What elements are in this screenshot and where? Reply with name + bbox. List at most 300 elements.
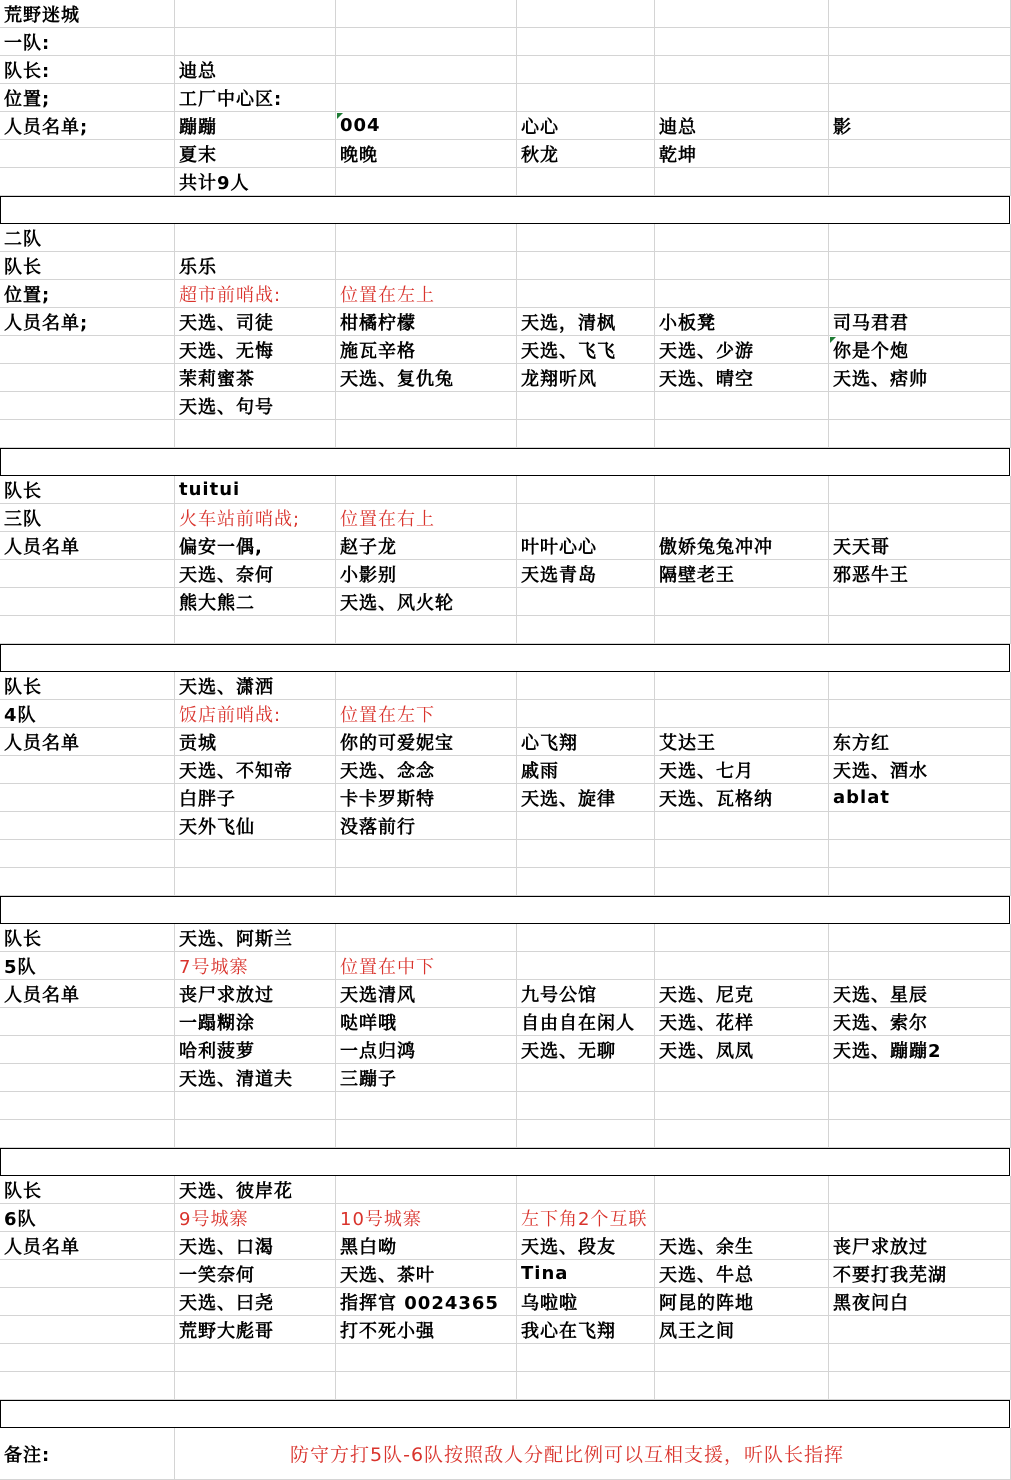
empty-cell[interactable] bbox=[829, 1316, 1011, 1344]
name-cell[interactable]: 哒咩哦 bbox=[336, 1008, 517, 1036]
empty-cell[interactable] bbox=[829, 588, 1011, 616]
name-cell[interactable]: 天选、蹦蹦2 bbox=[829, 1036, 1011, 1064]
name-cell[interactable]: 火车站前哨战; bbox=[175, 504, 336, 532]
empty-cell[interactable] bbox=[0, 1120, 175, 1148]
empty-cell[interactable] bbox=[0, 1036, 175, 1064]
empty-cell[interactable] bbox=[655, 504, 829, 532]
empty-cell[interactable] bbox=[517, 700, 655, 728]
empty-cell[interactable] bbox=[517, 504, 655, 532]
name-cell[interactable]: 饭店前哨战: bbox=[175, 700, 336, 728]
name-cell[interactable]: 位置在左下 bbox=[336, 700, 517, 728]
name-cell[interactable]: 施瓦辛格 bbox=[336, 336, 517, 364]
empty-cell[interactable] bbox=[829, 840, 1011, 868]
name-cell[interactable]: 天选、瓦格纳 bbox=[655, 784, 829, 812]
table-row bbox=[0, 84, 1011, 112]
row-label-cell[interactable]: 人员名单; bbox=[0, 112, 175, 140]
empty-cell[interactable] bbox=[517, 476, 655, 504]
name-cell[interactable]: 邪恶牛王 bbox=[829, 560, 1011, 588]
name-cell[interactable]: 乌啦啦 bbox=[517, 1288, 655, 1316]
empty-cell[interactable] bbox=[0, 364, 175, 392]
name-cell[interactable]: 荒野大彪哥 bbox=[175, 1316, 336, 1344]
name-cell[interactable]: 秋龙 bbox=[517, 140, 655, 168]
empty-cell[interactable] bbox=[175, 616, 336, 644]
name-cell[interactable]: 位置在左上 bbox=[336, 280, 517, 308]
name-cell[interactable]: 天选、念念 bbox=[336, 756, 517, 784]
table-row bbox=[0, 924, 1011, 952]
empty-cell[interactable] bbox=[829, 504, 1011, 532]
name-cell[interactable]: 天选、索尔 bbox=[829, 1008, 1011, 1036]
name-cell[interactable]: 10号城寨 bbox=[336, 1204, 517, 1232]
empty-cell[interactable] bbox=[336, 616, 517, 644]
name-cell[interactable]: 司马君君 bbox=[829, 308, 1011, 336]
row-label-cell[interactable]: 队长 bbox=[0, 672, 175, 700]
name-cell[interactable]: 天选、无悔 bbox=[175, 336, 336, 364]
name-cell[interactable]: 左下角2个互联 bbox=[517, 1204, 655, 1232]
empty-cell[interactable] bbox=[655, 700, 829, 728]
empty-cell[interactable] bbox=[336, 1344, 517, 1372]
section-divider bbox=[0, 896, 1010, 924]
name-cell[interactable]: 晚晚 bbox=[336, 140, 517, 168]
name-cell[interactable]: Tina bbox=[517, 1260, 655, 1288]
row-label-cell[interactable]: 二队 bbox=[0, 224, 175, 252]
name-cell[interactable]: 天选、酒水 bbox=[829, 756, 1011, 784]
row-label-cell[interactable]: 位置; bbox=[0, 280, 175, 308]
name-cell[interactable]: 茉莉蜜茶 bbox=[175, 364, 336, 392]
empty-cell[interactable] bbox=[175, 1092, 336, 1120]
empty-cell[interactable] bbox=[655, 1204, 829, 1232]
name-cell[interactable]: 龙翔听风 bbox=[517, 364, 655, 392]
name-cell[interactable]: 天选、七月 bbox=[655, 756, 829, 784]
empty-cell[interactable] bbox=[0, 168, 175, 196]
table-row bbox=[0, 140, 1011, 168]
row-label-cell[interactable]: 人员名单 bbox=[0, 980, 175, 1008]
empty-cell[interactable] bbox=[0, 392, 175, 420]
empty-cell[interactable] bbox=[336, 672, 517, 700]
empty-cell[interactable] bbox=[829, 868, 1011, 896]
name-cell[interactable]: 天选、晴空 bbox=[655, 364, 829, 392]
table-row bbox=[0, 1176, 1011, 1204]
name-cell[interactable]: 傲娇兔兔冲冲 bbox=[655, 532, 829, 560]
row-label-cell[interactable]: 人员名单 bbox=[0, 1232, 175, 1260]
empty-cell[interactable] bbox=[517, 1092, 655, 1120]
empty-cell[interactable] bbox=[829, 672, 1011, 700]
empty-cell[interactable] bbox=[336, 476, 517, 504]
row-label-cell[interactable]: 三队 bbox=[0, 504, 175, 532]
empty-cell[interactable] bbox=[175, 1120, 336, 1148]
empty-cell[interactable] bbox=[517, 952, 655, 980]
empty-cell[interactable] bbox=[517, 252, 655, 280]
name-cell[interactable]: 天选、不知帝 bbox=[175, 756, 336, 784]
name-cell[interactable]: 戚雨 bbox=[517, 756, 655, 784]
empty-cell[interactable] bbox=[829, 168, 1011, 196]
row-label-cell[interactable]: 位置; bbox=[0, 84, 175, 112]
name-cell[interactable]: 指挥官 0024365 bbox=[336, 1288, 517, 1316]
name-cell[interactable]: 天选、段友 bbox=[517, 1232, 655, 1260]
title-row bbox=[0, 0, 1011, 28]
empty-cell[interactable] bbox=[655, 0, 829, 28]
name-cell[interactable]: 乐乐 bbox=[175, 252, 336, 280]
empty-cell[interactable] bbox=[829, 84, 1011, 112]
name-cell[interactable]: 天选、无聊 bbox=[517, 1036, 655, 1064]
name-cell[interactable]: 天选、清道夫 bbox=[175, 1064, 336, 1092]
name-cell[interactable]: 白胖子 bbox=[175, 784, 336, 812]
name-cell[interactable]: 天选、凤凤 bbox=[655, 1036, 829, 1064]
row-label-cell[interactable]: 队长: bbox=[0, 56, 175, 84]
table-row bbox=[0, 336, 1011, 364]
empty-cell[interactable] bbox=[517, 672, 655, 700]
name-cell[interactable]: 隔壁老王 bbox=[655, 560, 829, 588]
name-cell[interactable]: 小影别 bbox=[336, 560, 517, 588]
empty-cell[interactable] bbox=[829, 1372, 1011, 1400]
name-cell[interactable]: 黑白呦 bbox=[336, 1232, 517, 1260]
name-cell[interactable]: 蹦蹦 bbox=[175, 112, 336, 140]
empty-cell[interactable] bbox=[517, 420, 655, 448]
empty-cell[interactable] bbox=[336, 28, 517, 56]
name-cell[interactable]: 一笑奈何 bbox=[175, 1260, 336, 1288]
empty-cell[interactable] bbox=[0, 1288, 175, 1316]
name-cell[interactable]: 天外飞仙 bbox=[175, 812, 336, 840]
empty-cell[interactable] bbox=[336, 924, 517, 952]
row-label-cell[interactable]: 人员名单; bbox=[0, 308, 175, 336]
empty-cell[interactable] bbox=[0, 420, 175, 448]
empty-cell[interactable] bbox=[0, 560, 175, 588]
empty-cell[interactable] bbox=[655, 420, 829, 448]
name-cell[interactable]: 天选、飞飞 bbox=[517, 336, 655, 364]
row-label-cell[interactable]: 人员名单 bbox=[0, 532, 175, 560]
empty-cell[interactable] bbox=[517, 868, 655, 896]
empty-cell[interactable] bbox=[655, 224, 829, 252]
table-row bbox=[0, 504, 1011, 532]
name-cell[interactable]: 一点归鸿 bbox=[336, 1036, 517, 1064]
name-cell[interactable]: 小板凳 bbox=[655, 308, 829, 336]
name-cell[interactable]: tuitui bbox=[175, 476, 336, 504]
empty-cell[interactable] bbox=[655, 1092, 829, 1120]
empty-cell[interactable] bbox=[655, 812, 829, 840]
name-cell[interactable]: 天选、尼克 bbox=[655, 980, 829, 1008]
empty-cell[interactable] bbox=[175, 420, 336, 448]
name-cell[interactable]: 天选、风火轮 bbox=[336, 588, 517, 616]
name-cell[interactable]: 工厂中心区: bbox=[175, 84, 336, 112]
empty-cell[interactable] bbox=[655, 588, 829, 616]
name-cell[interactable]: 9号城寨 bbox=[175, 1204, 336, 1232]
table-row bbox=[0, 1064, 1011, 1092]
empty-cell[interactable] bbox=[655, 252, 829, 280]
name-cell[interactable]: 天选、茶叶 bbox=[336, 1260, 517, 1288]
empty-cell[interactable] bbox=[655, 280, 829, 308]
empty-cell[interactable] bbox=[336, 224, 517, 252]
row-label-cell[interactable]: 队长 bbox=[0, 924, 175, 952]
empty-cell[interactable] bbox=[517, 1120, 655, 1148]
empty-cell[interactable] bbox=[0, 812, 175, 840]
row-label-cell[interactable]: 5队 bbox=[0, 952, 175, 980]
table-row bbox=[0, 280, 1011, 308]
empty-cell[interactable] bbox=[336, 868, 517, 896]
empty-cell[interactable] bbox=[829, 1092, 1011, 1120]
row-label-cell[interactable]: 队长 bbox=[0, 1176, 175, 1204]
empty-cell[interactable] bbox=[517, 1372, 655, 1400]
empty-cell[interactable] bbox=[655, 952, 829, 980]
empty-cell[interactable] bbox=[655, 840, 829, 868]
empty-cell[interactable] bbox=[517, 280, 655, 308]
table-row bbox=[0, 952, 1011, 980]
name-cell[interactable]: 天选、星辰 bbox=[829, 980, 1011, 1008]
empty-cell[interactable] bbox=[336, 392, 517, 420]
name-cell[interactable]: 一蹋糊涂 bbox=[175, 1008, 336, 1036]
name-cell[interactable]: 不要打我芜湖 bbox=[829, 1260, 1011, 1288]
empty-cell[interactable] bbox=[336, 168, 517, 196]
name-cell[interactable]: 柑橘柠檬 bbox=[336, 308, 517, 336]
table-row bbox=[0, 252, 1011, 280]
name-cell[interactable]: 7号城寨 bbox=[175, 952, 336, 980]
name-cell[interactable]: 004 bbox=[336, 112, 517, 140]
name-cell[interactable]: 天选，清枫 bbox=[517, 308, 655, 336]
empty-cell[interactable] bbox=[655, 1176, 829, 1204]
name-cell[interactable]: 天选、复仇兔 bbox=[336, 364, 517, 392]
empty-cell[interactable] bbox=[829, 476, 1011, 504]
name-cell[interactable]: 心心 bbox=[517, 112, 655, 140]
empty-cell[interactable] bbox=[655, 168, 829, 196]
empty-cell[interactable] bbox=[0, 840, 175, 868]
table-row bbox=[0, 1008, 1011, 1036]
name-cell[interactable]: 九号公馆 bbox=[517, 980, 655, 1008]
name-cell[interactable]: 哈利菠萝 bbox=[175, 1036, 336, 1064]
name-cell[interactable]: 打不死小强 bbox=[336, 1316, 517, 1344]
name-cell[interactable]: 共计9人 bbox=[175, 168, 336, 196]
empty-cell[interactable] bbox=[655, 1120, 829, 1148]
empty-cell[interactable] bbox=[829, 0, 1011, 28]
name-cell[interactable]: 天选、司徒 bbox=[175, 308, 336, 336]
name-cell[interactable]: 天选、曰尧 bbox=[175, 1288, 336, 1316]
name-cell[interactable]: 天选、阿斯兰 bbox=[175, 924, 336, 952]
empty-cell[interactable] bbox=[829, 616, 1011, 644]
name-cell[interactable]: 天选、花样 bbox=[655, 1008, 829, 1036]
name-cell[interactable]: 天选、彼岸花 bbox=[175, 1176, 336, 1204]
table-row bbox=[0, 28, 1011, 56]
empty-cell[interactable] bbox=[517, 28, 655, 56]
empty-cell[interactable] bbox=[829, 28, 1011, 56]
name-cell[interactable]: 艾达王 bbox=[655, 728, 829, 756]
empty-cell[interactable] bbox=[655, 476, 829, 504]
name-cell[interactable]: 天选、奈何 bbox=[175, 560, 336, 588]
row-label-cell[interactable]: 队长 bbox=[0, 476, 175, 504]
name-cell[interactable]: 影 bbox=[829, 112, 1011, 140]
empty-cell[interactable] bbox=[655, 672, 829, 700]
name-cell[interactable]: 偏安一偶, bbox=[175, 532, 336, 560]
name-cell[interactable]: 东方红 bbox=[829, 728, 1011, 756]
empty-cell[interactable] bbox=[517, 616, 655, 644]
empty-cell[interactable] bbox=[0, 588, 175, 616]
name-cell[interactable]: 卡卡罗斯特 bbox=[336, 784, 517, 812]
empty-cell[interactable] bbox=[829, 1204, 1011, 1232]
table-row bbox=[0, 560, 1011, 588]
empty-cell[interactable] bbox=[0, 784, 175, 812]
empty-cell[interactable] bbox=[517, 0, 655, 28]
name-cell[interactable]: 迪总 bbox=[175, 56, 336, 84]
empty-cell[interactable] bbox=[517, 84, 655, 112]
name-cell[interactable]: 天选、潇洒 bbox=[175, 672, 336, 700]
name-cell[interactable]: 叶叶心心 bbox=[517, 532, 655, 560]
empty-cell[interactable] bbox=[517, 924, 655, 952]
empty-cell[interactable] bbox=[829, 1176, 1011, 1204]
name-cell[interactable]: 位置在右上 bbox=[336, 504, 517, 532]
name-cell[interactable]: 天选清风 bbox=[336, 980, 517, 1008]
empty-cell[interactable] bbox=[175, 1344, 336, 1372]
table-row bbox=[0, 840, 1011, 868]
empty-cell[interactable] bbox=[336, 1176, 517, 1204]
empty-cell[interactable] bbox=[829, 140, 1011, 168]
name-cell[interactable]: 位置在中下 bbox=[336, 952, 517, 980]
table-row bbox=[0, 224, 1011, 252]
empty-cell[interactable] bbox=[829, 952, 1011, 980]
empty-cell[interactable] bbox=[336, 420, 517, 448]
name-cell[interactable]: 乾坤 bbox=[655, 140, 829, 168]
empty-cell[interactable] bbox=[336, 1092, 517, 1120]
empty-cell[interactable] bbox=[517, 1344, 655, 1372]
empty-cell[interactable] bbox=[175, 840, 336, 868]
empty-cell[interactable] bbox=[175, 0, 336, 28]
name-cell[interactable]: 自由自在闲人 bbox=[517, 1008, 655, 1036]
empty-cell[interactable] bbox=[0, 1092, 175, 1120]
empty-cell[interactable] bbox=[517, 1176, 655, 1204]
empty-cell[interactable] bbox=[655, 56, 829, 84]
name-cell[interactable]: 黑夜问白 bbox=[829, 1288, 1011, 1316]
empty-cell[interactable] bbox=[0, 1344, 175, 1372]
name-cell[interactable]: 天选青岛 bbox=[517, 560, 655, 588]
name-cell[interactable]: 天选、口渴 bbox=[175, 1232, 336, 1260]
empty-cell[interactable] bbox=[829, 1120, 1011, 1148]
name-cell[interactable]: 天天哥 bbox=[829, 532, 1011, 560]
table-row bbox=[0, 1092, 1011, 1120]
table-row bbox=[0, 308, 1011, 336]
name-cell[interactable]: 丧尸求放过 bbox=[175, 980, 336, 1008]
empty-cell[interactable] bbox=[655, 616, 829, 644]
name-cell[interactable]: 你的可爱妮宝 bbox=[336, 728, 517, 756]
note-text[interactable]: 防守方打5队-6队按照敌人分配比例可以互相支援，听队长指挥 bbox=[175, 1428, 1011, 1480]
empty-cell[interactable] bbox=[0, 868, 175, 896]
empty-cell[interactable] bbox=[336, 1372, 517, 1400]
empty-cell[interactable] bbox=[655, 868, 829, 896]
empty-cell[interactable] bbox=[0, 140, 175, 168]
empty-cell[interactable] bbox=[517, 56, 655, 84]
name-cell[interactable]: 天选、少游 bbox=[655, 336, 829, 364]
table-row bbox=[0, 812, 1011, 840]
empty-cell[interactable] bbox=[0, 616, 175, 644]
empty-cell[interactable] bbox=[336, 84, 517, 112]
empty-cell[interactable] bbox=[0, 1372, 175, 1400]
empty-cell[interactable] bbox=[829, 392, 1011, 420]
row-label-cell[interactable]: 一队: bbox=[0, 28, 175, 56]
empty-cell[interactable] bbox=[0, 336, 175, 364]
name-cell[interactable]: 夏末 bbox=[175, 140, 336, 168]
name-cell[interactable]: 阿昆的阵地 bbox=[655, 1288, 829, 1316]
sheet-title[interactable]: 荒野迷城 bbox=[0, 0, 175, 28]
name-cell[interactable]: 三蹦子 bbox=[336, 1064, 517, 1092]
name-cell[interactable]: 凤王之间 bbox=[655, 1316, 829, 1344]
name-cell[interactable]: 丧尸求放过 bbox=[829, 1232, 1011, 1260]
empty-cell[interactable] bbox=[517, 224, 655, 252]
empty-cell[interactable] bbox=[829, 420, 1011, 448]
empty-cell[interactable] bbox=[829, 812, 1011, 840]
name-cell[interactable]: 天选、痞帅 bbox=[829, 364, 1011, 392]
name-cell[interactable]: 熊大熊二 bbox=[175, 588, 336, 616]
empty-cell[interactable] bbox=[0, 1008, 175, 1036]
table-row bbox=[0, 672, 1011, 700]
empty-cell[interactable] bbox=[336, 252, 517, 280]
empty-cell[interactable] bbox=[0, 1260, 175, 1288]
name-cell[interactable]: 你是个炮 bbox=[829, 336, 1011, 364]
empty-cell[interactable] bbox=[655, 1372, 829, 1400]
row-label-cell[interactable]: 队长 bbox=[0, 252, 175, 280]
row-label-cell[interactable]: 6队 bbox=[0, 1204, 175, 1232]
empty-cell[interactable] bbox=[0, 1064, 175, 1092]
empty-cell[interactable] bbox=[175, 1372, 336, 1400]
empty-cell[interactable] bbox=[517, 1064, 655, 1092]
empty-cell[interactable] bbox=[336, 0, 517, 28]
empty-cell[interactable] bbox=[336, 1120, 517, 1148]
name-cell[interactable]: 心飞翔 bbox=[517, 728, 655, 756]
name-cell[interactable]: ablat bbox=[829, 784, 1011, 812]
row-label-cell[interactable]: 4队 bbox=[0, 700, 175, 728]
name-cell[interactable]: 超市前哨战: bbox=[175, 280, 336, 308]
empty-cell[interactable] bbox=[829, 280, 1011, 308]
table-row bbox=[0, 392, 1011, 420]
empty-cell[interactable] bbox=[175, 28, 336, 56]
table-row bbox=[0, 588, 1011, 616]
empty-cell[interactable] bbox=[0, 756, 175, 784]
name-cell[interactable]: 贡城 bbox=[175, 728, 336, 756]
empty-cell[interactable] bbox=[517, 812, 655, 840]
empty-cell[interactable] bbox=[655, 1064, 829, 1092]
empty-cell[interactable] bbox=[829, 252, 1011, 280]
empty-cell[interactable] bbox=[655, 392, 829, 420]
name-cell[interactable]: 没落前行 bbox=[336, 812, 517, 840]
empty-cell[interactable] bbox=[517, 840, 655, 868]
empty-cell[interactable] bbox=[0, 1316, 175, 1344]
empty-cell[interactable] bbox=[517, 588, 655, 616]
empty-cell[interactable] bbox=[655, 28, 829, 56]
empty-cell[interactable] bbox=[829, 224, 1011, 252]
empty-cell[interactable] bbox=[175, 224, 336, 252]
empty-cell[interactable] bbox=[655, 1344, 829, 1372]
empty-cell[interactable] bbox=[336, 840, 517, 868]
note-label[interactable]: 备注: bbox=[0, 1428, 175, 1480]
empty-cell[interactable] bbox=[655, 84, 829, 112]
comment-marker-icon bbox=[830, 337, 836, 343]
empty-cell[interactable] bbox=[829, 1064, 1011, 1092]
empty-cell[interactable] bbox=[829, 56, 1011, 84]
name-cell[interactable]: 天选、旋律 bbox=[517, 784, 655, 812]
table-row bbox=[0, 980, 1011, 1008]
row-label-cell[interactable]: 人员名单 bbox=[0, 728, 175, 756]
name-cell[interactable]: 天选、牛总 bbox=[655, 1260, 829, 1288]
name-cell[interactable]: 天选、句号 bbox=[175, 392, 336, 420]
empty-cell[interactable] bbox=[829, 1344, 1011, 1372]
empty-cell[interactable] bbox=[655, 924, 829, 952]
empty-cell[interactable] bbox=[517, 392, 655, 420]
name-cell[interactable]: 迪总 bbox=[655, 112, 829, 140]
name-cell[interactable]: 天选、余生 bbox=[655, 1232, 829, 1260]
empty-cell[interactable] bbox=[517, 168, 655, 196]
table-row bbox=[0, 868, 1011, 896]
empty-cell[interactable] bbox=[829, 700, 1011, 728]
empty-cell[interactable] bbox=[175, 868, 336, 896]
empty-cell[interactable] bbox=[336, 56, 517, 84]
name-cell[interactable]: 赵子龙 bbox=[336, 532, 517, 560]
table-row bbox=[0, 1344, 1011, 1372]
name-cell[interactable]: 我心在飞翔 bbox=[517, 1316, 655, 1344]
empty-cell[interactable] bbox=[829, 924, 1011, 952]
table-row bbox=[0, 476, 1011, 504]
